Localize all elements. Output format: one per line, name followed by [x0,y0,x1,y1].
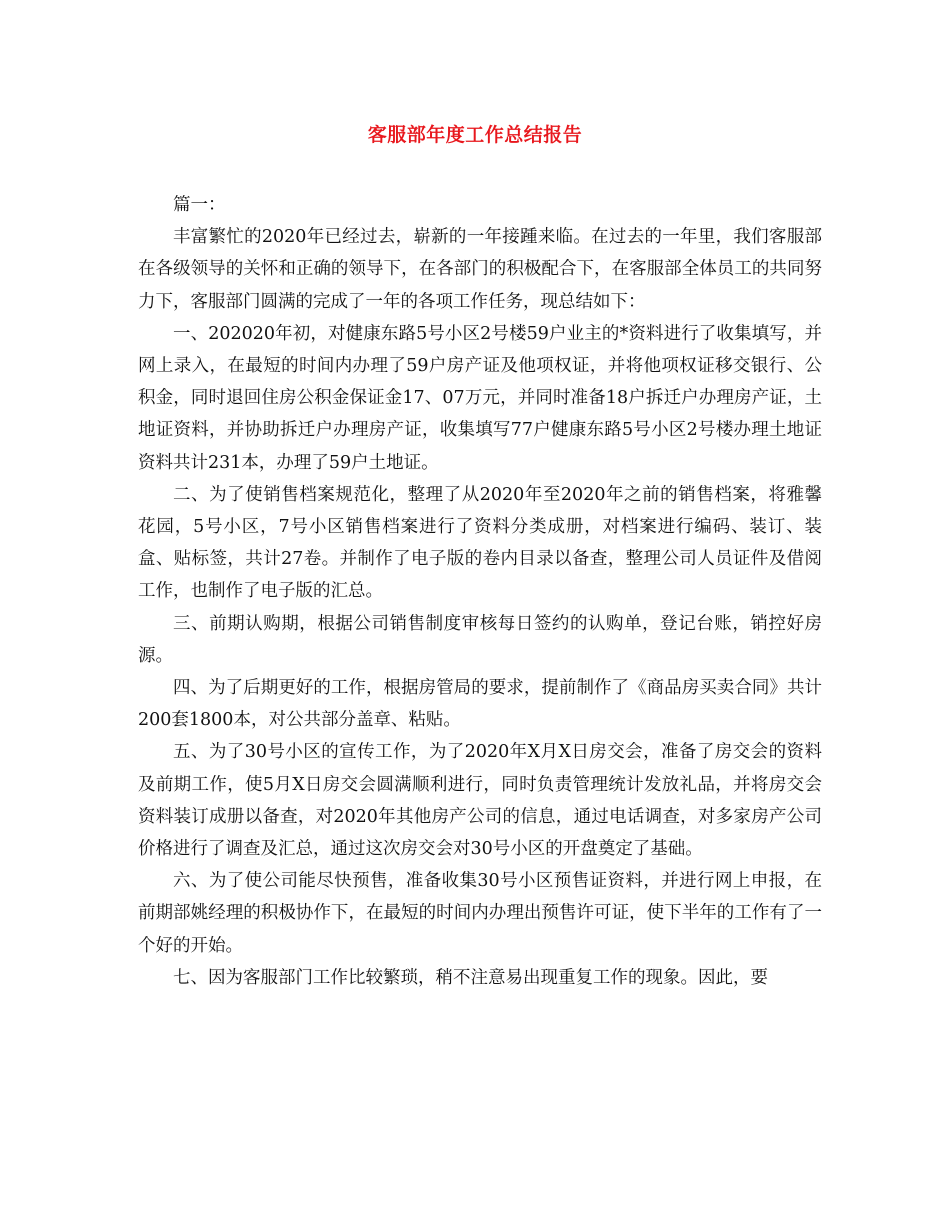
paragraph-item-7: 七、因为客服部门工作比较繁琐，稍不注意易出现重复工作的现象。因此，要 [173,967,768,988]
paragraph-intro: 丰富繁忙的2020年已经过去，崭新的一年接踵来临。在过去的一年里，我们客服部在各级领导的关怀和正确的领导下，在各部门的积极配合下，在客服部全体员工的共同努力下，客服部门圆满的完成了一年的各项工作任务，现总结如下： [138,227,822,312]
document-body [138,189,822,994]
paragraph-item-4: 四、为了后期更好的工作，根据房管局的要求，提前制作了《商品房买卖合同》共计200套1800本，对公共部分盖章、粘贴。 [138,678,822,731]
paragraph-item-6: 六、为了使公司能尽快预售，准备收集30号小区预售证资料，并进行网上申报，在前期部姚经理的积极协作下，在最短的时间内办理出预售许可证，使下半年的工作有了一个好的开始。 [138,871,822,956]
paragraph-item-3: 三、前期认购期，根据公司销售制度审核每日签约的认购单，登记台账，销控好房源。 [138,613,822,666]
paragraph-item-5: 五、为了30号小区的宣传工作，为了2020年X月X日房交会，准备了房交会的资料及前期工作，使5月X日房交会圆满顺利进行，同时负责管理统计发放礼品，并将房交会资料装订成册以备查，对2020年其他房产公司的信息，通过电话调查，对多家房产公司价格进行了调查及汇总，通过这次房交会对30号小区的开盘奠定了基础。 [138,742,822,860]
paragraph-section-label: 篇一： [173,195,226,215]
paragraph-item-1: 一、202020年初，对健康东路5号小区2号楼59户业主的*资料进行了收集填写，并网上录入，在最短的时间内办理了59户房产证及他项权证，并将他项权证移交银行、公积金，同时退回住房公积金保证金17、07万元，并同时准备18户拆迁户办理房产证，土地证资料，并协助拆迁户办理房产证，收集填写77户健康东路5号小区2号楼办理土地证资料共计231本，办理了59户土地证。 [138,323,822,473]
document-title: 客服部年度工作总结报告 [367,124,583,146]
paragraph-item-2: 二、为了使销售档案规范化，整理了从2020年至2020年之前的销售档案，将雅馨花园，5号小区，7号小区销售档案进行了资料分类成册，对档案进行编码、装订、装盒、贴标签，共计27卷。并制作了电子版的卷内目录以备查，整理公司人员证件及借阅工作，也制作了电子版的汇总。 [138,484,822,602]
